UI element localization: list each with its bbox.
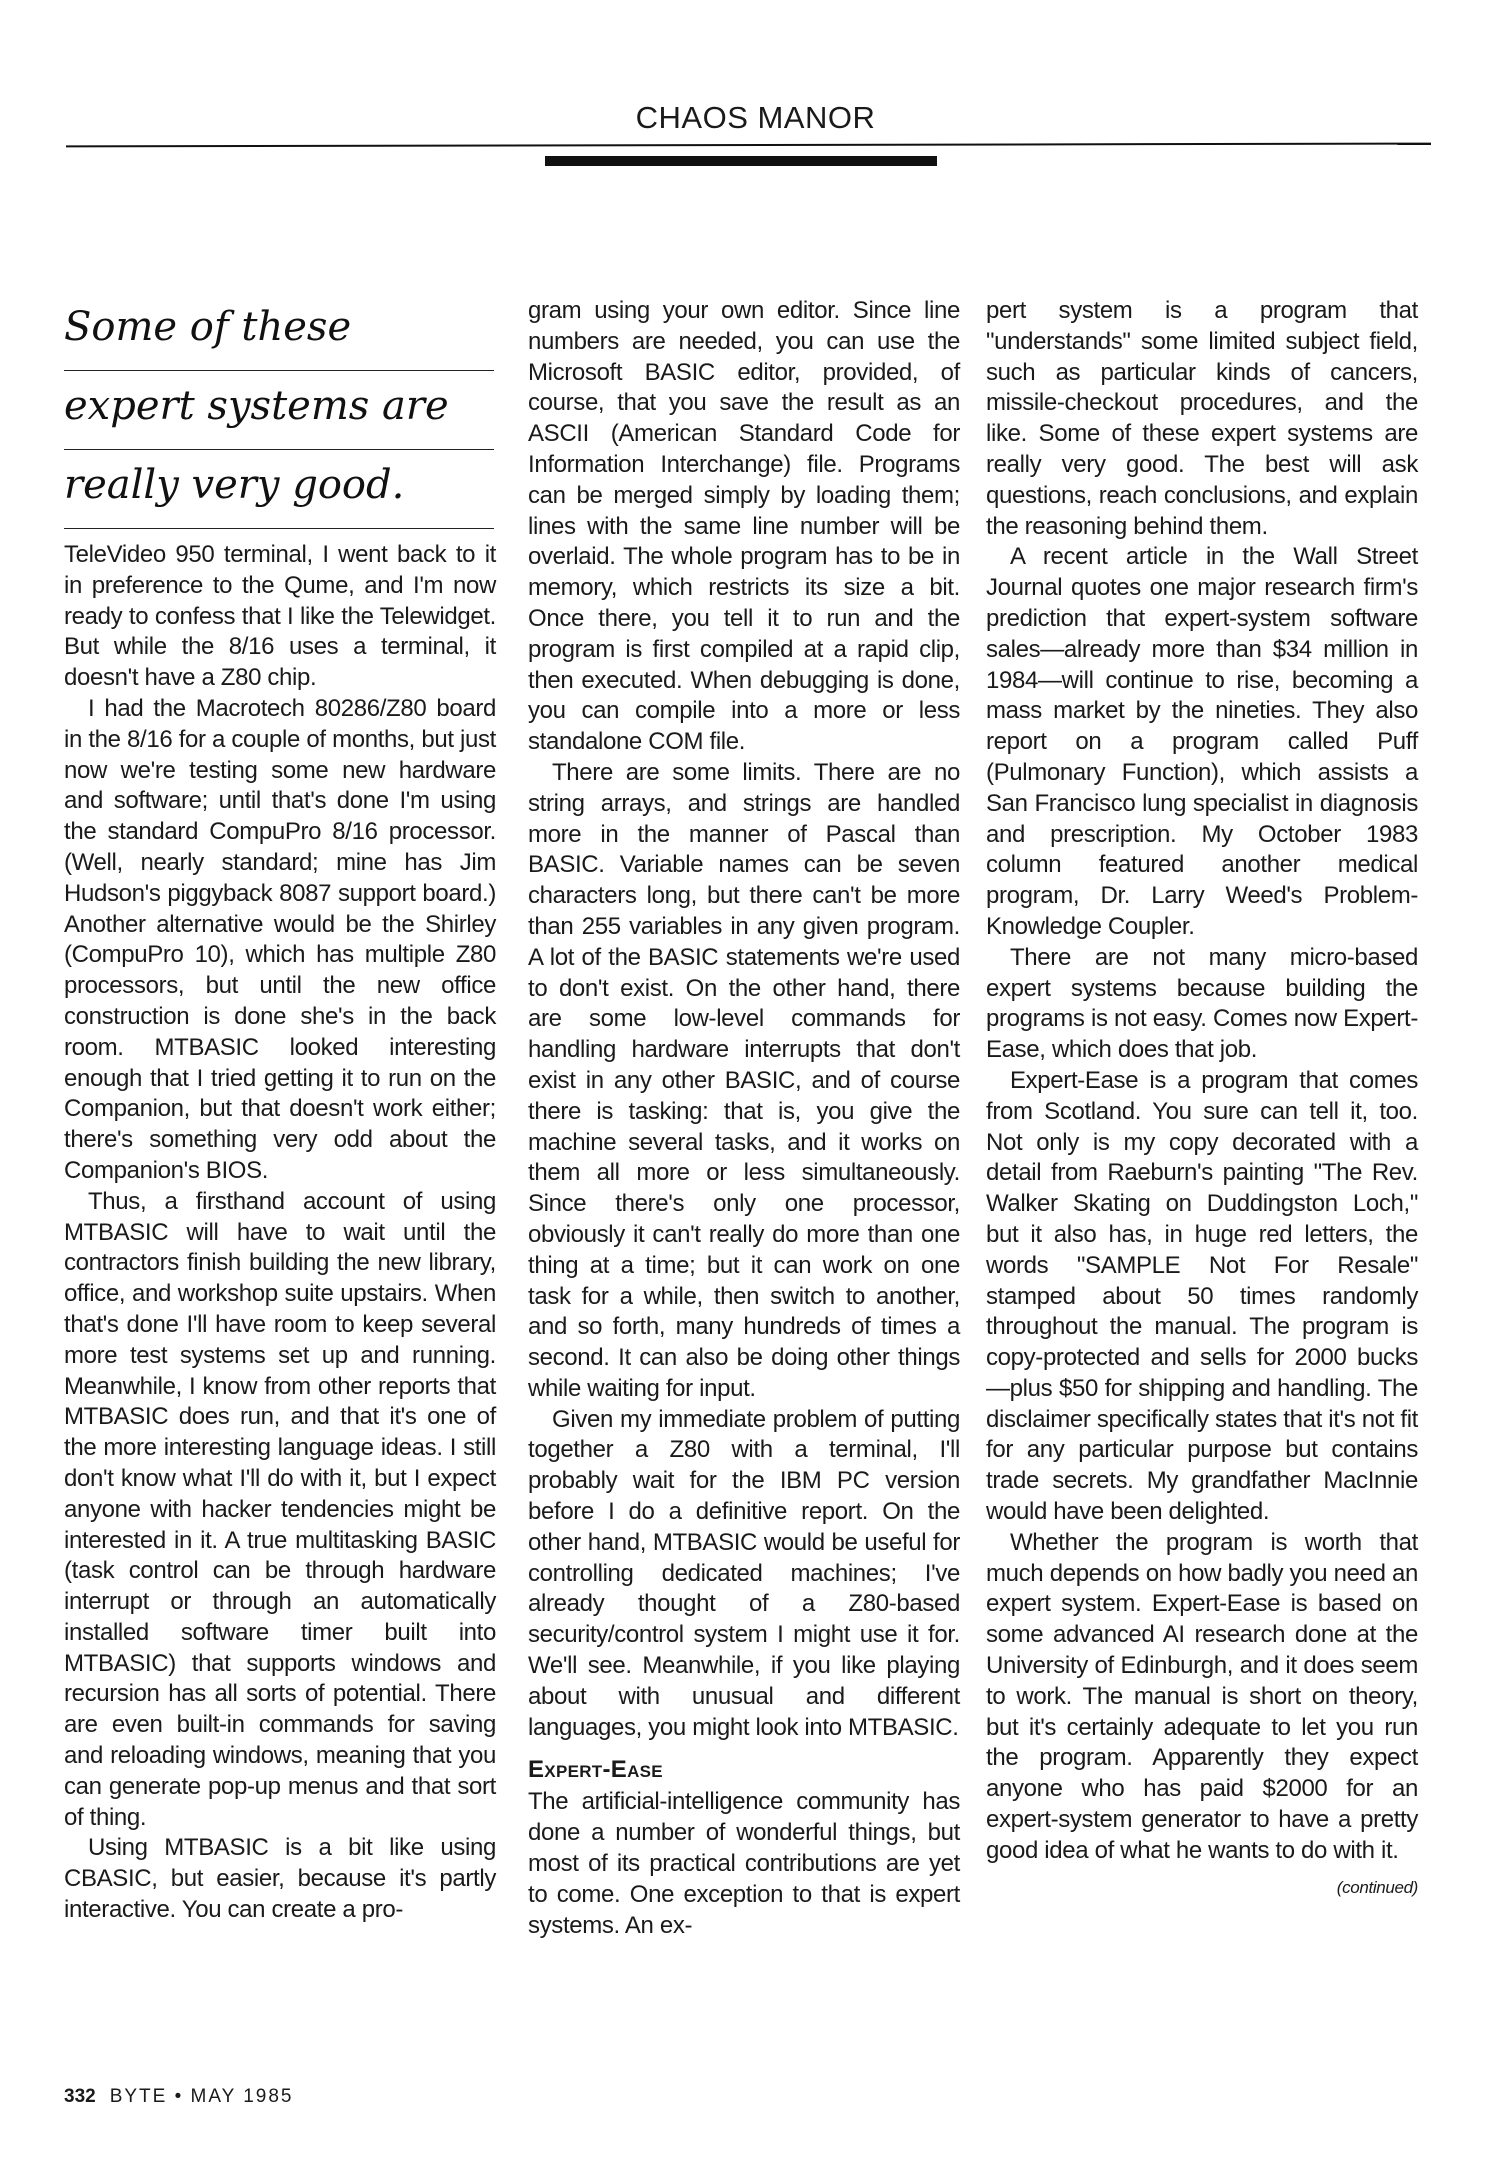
column-3 [986, 296, 1418, 1903]
header-bar [545, 156, 937, 166]
pull-quote-line: Some of these [64, 292, 494, 371]
pull-quote [64, 292, 494, 529]
paragraph: I had the Macrotech 80286/Z80 board in the 8/16 for a couple of months, but just now we're testing some new hardware and software; until that's done I'm using the standard CompuPro 8/16 processor. (Well, nearly standard; mine has Jim Hudson's piggyback 8087 support board.) Another alternative would be the Shirley (CompuPro 10), which has multiple Z80 processors, but until the new office construction is done she's in the back room. MTBASIC looked interesting enough that I tried getting it to run on the Companion, but that doesn't work either; there's something very odd about the Companion's BIOS. [64, 694, 496, 1184]
paragraph: gram using your own editor. Since line numbers are needed, you can use the Microsoft BASIC editor, provided, of course, that you save the result as an ASCII (American Standard Code for Information Interchange) file. Programs can be merged simply by loading them; lines with the same line number will be overlaid. The whole program has to be in memory, which restricts its size a bit. Once there, you tell it to run and the program is first compiled at a rapid clip, then executed. When debugging is done, you can compile into a more or less standalone COM file. [528, 297, 960, 756]
page-number: 332 [64, 2086, 96, 2107]
section-heading: Expert-Ease [528, 1756, 663, 1784]
paragraph: Given my immediate problem of putting together a Z80 with a terminal, I'll probably wait for the IBM PC version before I do a definitive report. On the other hand, MTBASIC would be useful for controlling dedicated machines; I've already thought of a Z80-based security/control system I might use it for. We'll see. Meanwhile, if you like playing about with unusual and different languages, you might look into MTBASIC. [528, 1405, 960, 1741]
header-rule [66, 143, 1431, 148]
paragraph: There are some limits. There are no string arrays, and strings are handled more in the manner of Pascal than BASIC. Variable names can be seven characters long, but there can't be more than 255 variables in any given program. A lot of the BASIC statements we're used to don't exist. On the other hand, there are some low-level commands for handling hardware interrupts that don't exist in any other BASIC, and of course there is tasking: that is, you give the machine several tasks, and it works on them all more or less simultaneously. Since there's only one processor, obviously it can't really do more than one thing at a time; but it can work on one task for a while, then switch to another, and so forth, many hundreds of times a second. It can also be doing other things while waiting for input. [528, 758, 960, 1402]
magazine-issue: BYTE • MAY 1985 [109, 2086, 294, 2107]
paragraph: Thus, a firsthand account of using MTBASIC will have to wait until the contractors finish building the new library, office, and workshop suite upstairs. When that's done I'll have room to keep several more test systems set up and running. Meanwhile, I know from other reports that MTBASIC does run, and that it's one of the more interesting language ideas. I still don't know what I'll do with it, but I expect anyone with hacker tendencies might be interested in it. A true multitasking BASIC (task control can be through hardware interrupt or through an automatically installed software timer built into MTBASIC) that supports windows and recursion has all sorts of potential. There are even built-in commands for saving and reloading windows, meaning that you can generate pop-up menus and that sort of thing. [64, 1187, 496, 1831]
paragraph: The artificial-intelligence community has done a number of wonderful things, but most of its practical contributions are yet to come. One exception to that is expert systems. An ex- [528, 1788, 960, 1939]
paragraph: Whether the program is worth that much depends on how badly you need an expert system. Expert-Ease is based on some advanced AI research done at the University of Edinburgh, and it does seem to work. The manual is short on theory, but it's certainly adequate to let you run the program. Apparently they expect anyone who has paid $2000 for an expert-system generator to have a pretty good idea of what he wants to do with it. [986, 1528, 1418, 1864]
paragraph: pert system is a program that "understands" some limited subject field, such as particular kinds of cancers, missile-checkout procedures, and the like. Some of these expert systems are really very good. The best will ask questions, reach conclusions, and explain the reasoning behind them. [986, 297, 1418, 540]
section-header: CHAOS MANOR [635, 100, 876, 135]
paragraph: Using MTBASIC is a bit like using CBASIC, but easier, because it's partly interactive. You can create a pro- [64, 1834, 496, 1924]
paragraph: Expert-Ease is a program that comes from Scotland. You sure can tell it, too. Not only is my copy decorated with a detail from Raeburn's painting "The Rev. Walker Skating on Duddingston Loch," but it also has, in huge red letters, the words "SAMPLE Not For Resale" stamped about 50 times randomly throughout the manual. The program is copy-protected and sells for 2000 bucks—plus $50 for shipping and handling. The disclaimer specifically states that it's not fit for any particular purpose but contains trade secrets. My grandfather MacInnie would have been delighted. [986, 1066, 1418, 1526]
pull-quote-line: really very good. [64, 450, 494, 529]
column-2 [528, 296, 960, 1941]
continued-note: (continued) [1336, 1877, 1418, 1897]
paragraph: TeleVideo 950 terminal, I went back to it in preference to the Qume, and I'm now ready to confess that I like the Telewidget. But while the 8/16 uses a terminal, it doesn't have a Z80 chip. [64, 541, 496, 692]
paragraph: There are not many micro-based expert systems because building the programs is not easy. Comes now Expert-Ease, which does that job. [986, 943, 1418, 1064]
paragraph: A recent article in the Wall Street Journal quotes one major research firm's prediction that expert-system software sales—already more than $34 million in 1984—will continue to rise, becoming a mass market by the nineties. They also report on a program called Puff (Pulmonary Function), which assists a San Francisco lung specialist in diagnosis and prescription. My October 1983 column featured another medical program, Dr. Larry Weed's Problem-Knowledge Coupler. [986, 543, 1418, 940]
pull-quote-line: expert systems are [64, 371, 494, 450]
page-footer [64, 2086, 294, 2108]
column-1 [64, 540, 496, 1926]
